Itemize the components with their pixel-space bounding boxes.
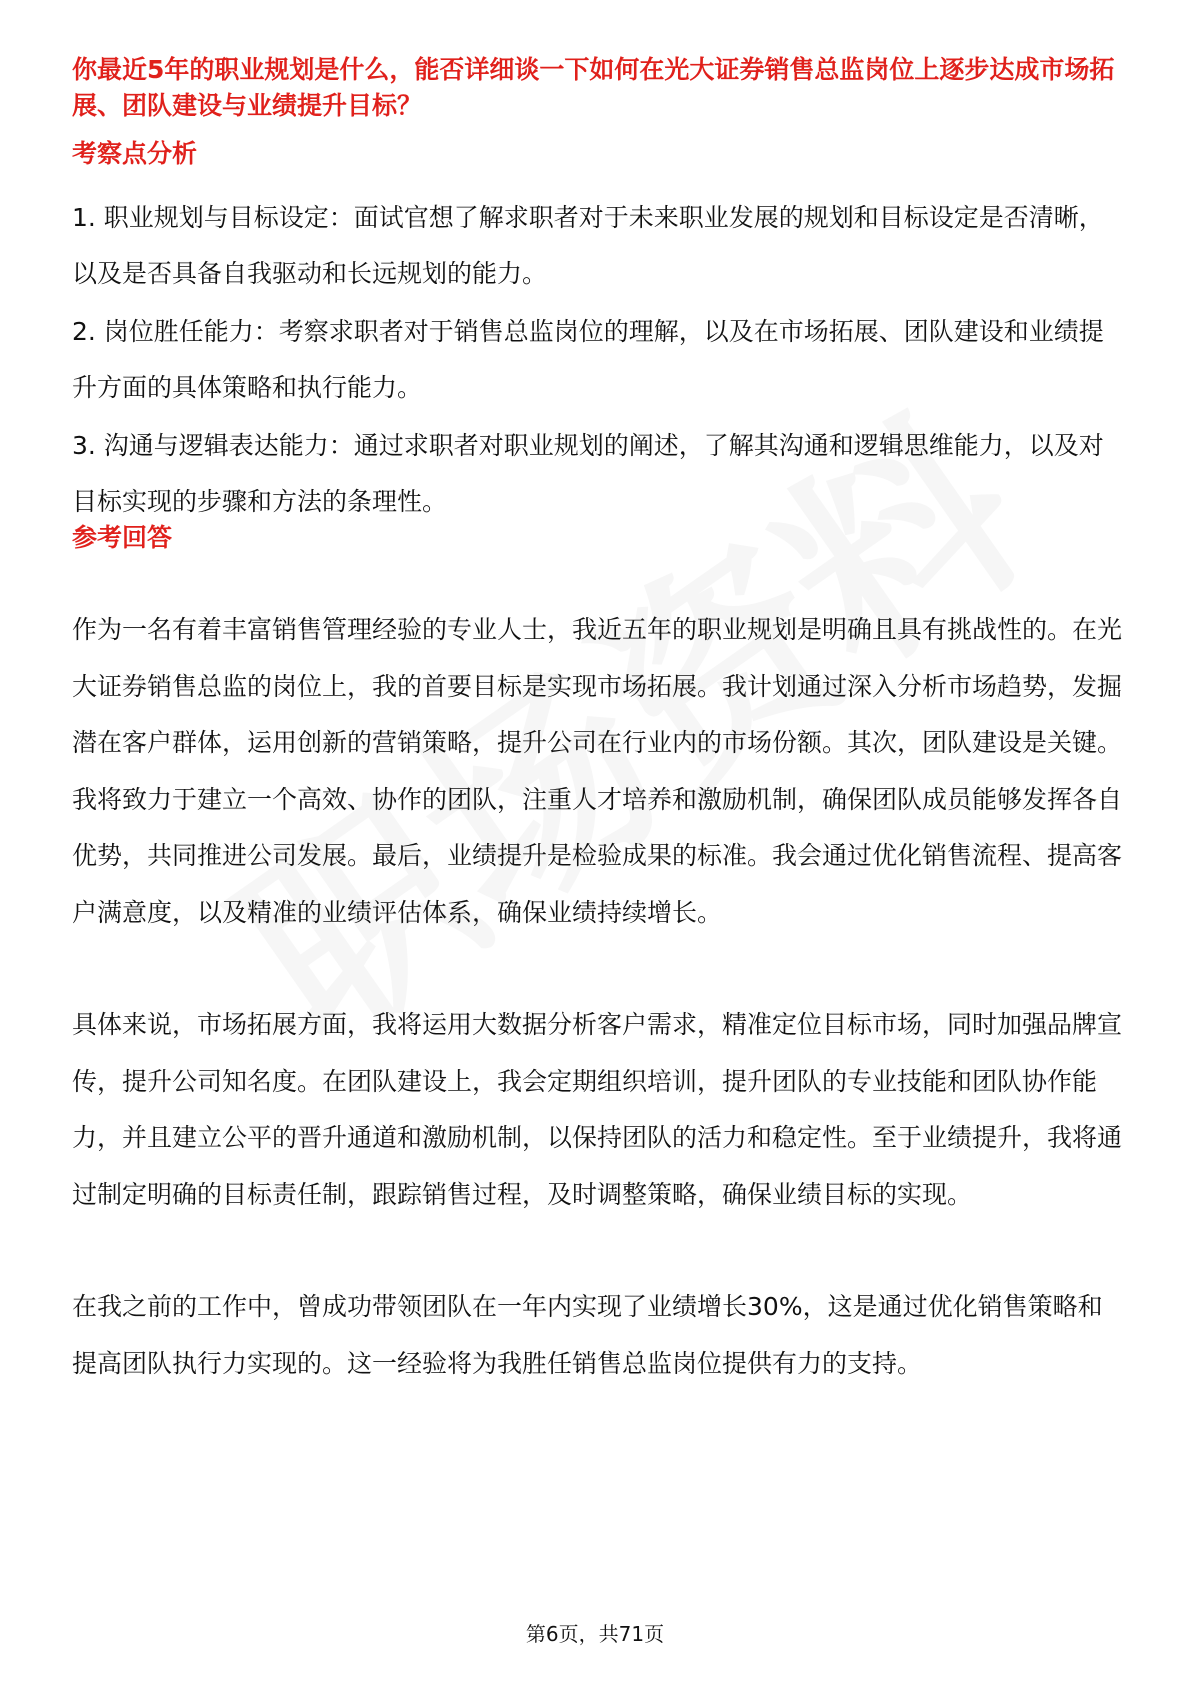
answer-body bbox=[72, 602, 1122, 1392]
analysis-list bbox=[72, 190, 1122, 532]
question-title: 你最近5年的职业规划是什么，能否详细谈一下如何在光大证券销售总监岗位上逐步达成市场拓展、团队建设与业绩提升目标？ bbox=[72, 55, 1115, 120]
analysis-heading: 考察点分析 bbox=[72, 139, 198, 168]
analysis-item-3: 3. 沟通与逻辑表达能力：通过求职者对职业规划的阐述，了解其沟通和逻辑思维能力，以及对目标实现的步骤和方法的条理性。 bbox=[72, 431, 1104, 516]
answer-paragraph-3: 在我之前的工作中，曾成功带领团队在一年内实现了业绩增长30%，这是通过优化销售策略和提高团队执行力实现的。这一经验将为我胜任销售总监岗位提供有力的支持。 bbox=[72, 1292, 1103, 1378]
page-number: 第6页，共71页 bbox=[525, 1622, 665, 1646]
analysis-item-2: 2. 岗位胜任能力：考察求职者对于销售总监岗位的理解，以及在市场拓展、团队建设和业绩提升方面的具体策略和执行能力。 bbox=[72, 317, 1104, 402]
analysis-item-1: 1. 职业规划与目标设定：面试官想了解求职者对于未来职业发展的规划和目标设定是否清晰，以及是否具备自我驱动和长远规划的能力。 bbox=[72, 203, 1104, 288]
answer-paragraph-1: 作为一名有着丰富销售管理经验的专业人士，我近五年的职业规划是明确且具有挑战性的。在光大证券销售总监的岗位上，我的首要目标是实现市场拓展。我计划通过深入分析市场趋势，发掘潜在客户群体，运用创新的营销策略，提升公司在行业内的市场份额。其次，团队建设是关键。我将致力于建立一个高效、协作的团队，注重人才培养和激励机制，确保团队成员能够发挥各自优势，共同推进公司发展。最后，业绩提升是检验成果的标准。我会通过优化销售流程、提高客户满意度，以及精准的业绩评估体系，确保业绩持续增长。 bbox=[72, 615, 1123, 927]
answer-heading: 参考回答 bbox=[72, 523, 173, 552]
answer-paragraph-2: 具体来说，市场拓展方面，我将运用大数据分析客户需求，精准定位目标市场，同时加强品牌宣传，提升公司知名度。在团队建设上，我会定期组织培训，提升团队的专业技能和团队协作能力，并且建立公平的晋升通道和激励机制，以保持团队的活力和稳定性。至于业绩提升，我将通过制定明确的目标责任制，跟踪销售过程，及时调整策略，确保业绩目标的实现。 bbox=[72, 1010, 1123, 1209]
